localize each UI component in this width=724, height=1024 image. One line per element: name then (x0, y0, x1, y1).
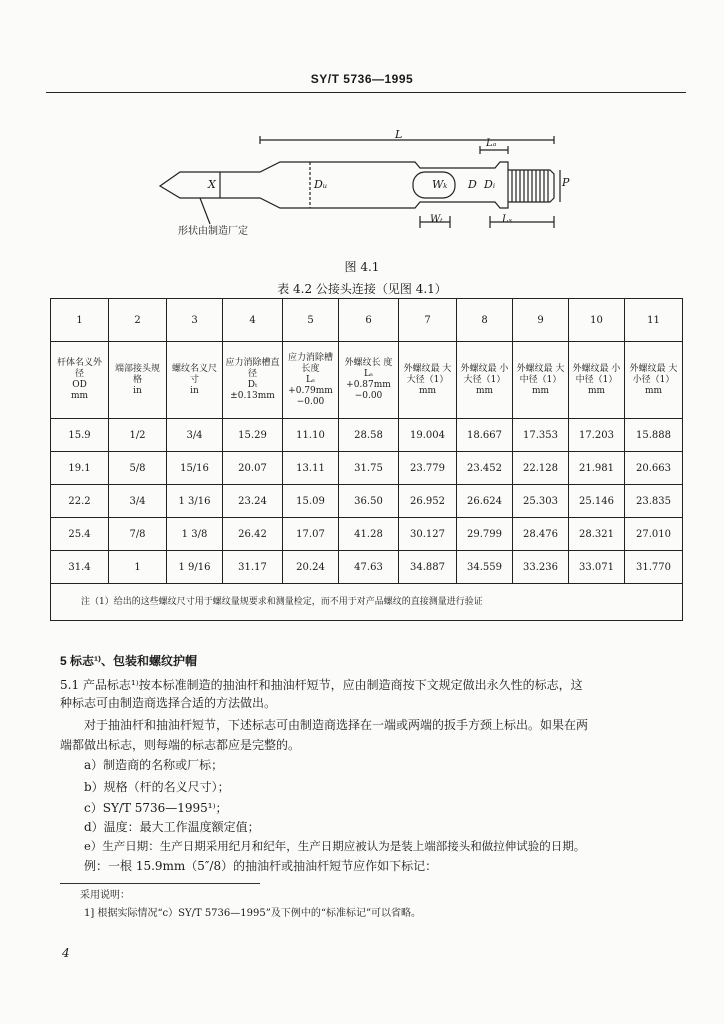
section-heading: 5 标志¹⁾、包装和螺纹护帽 (60, 654, 197, 668)
table-body (51, 419, 683, 584)
table-cell: 1/2 (109, 419, 167, 452)
table-cell: 19.004 (399, 419, 457, 452)
header-divider (46, 92, 686, 93)
header-min-pitch: 外螺纹最 小 中径（1） mm (569, 342, 625, 419)
table-row (51, 485, 683, 518)
page-number: 4 (62, 946, 70, 960)
document-code: SY/T 5736—1995 (310, 72, 414, 86)
table-cell: 22.128 (513, 452, 569, 485)
example-line: 例：一根 15.9mm（5″/8）的抽油杆或抽油杆短节应作如下标记： (84, 859, 438, 873)
table-cell: 5/8 (109, 452, 167, 485)
label-Du: Dᵤ (314, 178, 328, 191)
figure-caption: 图 4.1 (344, 260, 380, 274)
list-item-b: b）规格（杆的名义尺寸）； (84, 780, 230, 794)
table-cell: 31.770 (625, 551, 683, 584)
table-cell: 34.559 (457, 551, 513, 584)
table-cell: 20.663 (625, 452, 683, 485)
table-cell: 1 3/8 (167, 518, 223, 551)
table-cell: 23.779 (399, 452, 457, 485)
sucker-rod-pin-figure (150, 128, 570, 238)
label-X: X (208, 178, 216, 191)
table-cell: 15.09 (283, 485, 339, 518)
table-cell: 1 9/16 (167, 551, 223, 584)
table-cell: 15.888 (625, 419, 683, 452)
table-row (51, 551, 683, 584)
table-cell: 23.835 (625, 485, 683, 518)
table-cell: 1 (109, 551, 167, 584)
table-cell: 26.42 (223, 518, 283, 551)
paragraph-2-line-1: 对于抽油杆和抽油杆短节，下述标志可由制造商选择在一端或两端的扳手方颈上标出。如果在两 (84, 718, 589, 732)
col-number: 8 (457, 299, 513, 342)
table-cell: 31.4 (51, 551, 109, 584)
list-item-e: e）生产日期：生产日期采用纪月和纪年，生产日期应被认为是装上端部接头和做拉伸试验的日期。 (84, 839, 586, 853)
table-cell: 27.010 (625, 518, 683, 551)
table-cell: 19.1 (51, 452, 109, 485)
col-number: 5 (283, 299, 339, 342)
header-end-size: 端部接头规 格 in (109, 342, 167, 419)
label-Wt: Wₜ (430, 214, 443, 225)
list-item-a: a）制造商的名称或厂标； (84, 758, 224, 772)
table-cell: 17.203 (569, 419, 625, 452)
col-number: 7 (399, 299, 457, 342)
footnote-text: 1] 根据实际情况“c）SY/T 5736—1995”及下例中的“标准标记”可以省略。 (84, 908, 422, 919)
table-cell: 36.50 (339, 485, 399, 518)
label-Ls: Lₛ (502, 214, 513, 225)
table-cell: 25.303 (513, 485, 569, 518)
table-cell: 15/16 (167, 452, 223, 485)
paragraph-2-line-2: 端都做出标志，则每端的标志都应是完整的。 (60, 738, 301, 752)
table-cell: 17.353 (513, 419, 569, 452)
column-number-row (51, 299, 683, 342)
list-item-d: d）温度：最大工作温度额定值； (84, 820, 260, 834)
table-cell: 22.2 (51, 485, 109, 518)
table-cell: 15.29 (223, 419, 283, 452)
col-number: 6 (339, 299, 399, 342)
table-cell: 18.667 (457, 419, 513, 452)
table-cell: 30.127 (399, 518, 457, 551)
table-title: 表 4.2 公接头连接（见图 4.1） (277, 282, 447, 296)
table-cell: 3/4 (109, 485, 167, 518)
table-cell: 33.071 (569, 551, 625, 584)
table-cell: 25.4 (51, 518, 109, 551)
table-cell: 28.476 (513, 518, 569, 551)
table-cell: 11.10 (283, 419, 339, 452)
table-cell: 20.07 (223, 452, 283, 485)
table-cell: 20.24 (283, 551, 339, 584)
list-item-c: c）SY/T 5736—1995¹⁾； (84, 801, 228, 815)
label-Wk: Wₖ (432, 178, 448, 191)
header-relief-dia: 应力消除槽直径 Dₜ ±0.13mm (223, 342, 283, 419)
label-L: L (395, 128, 403, 141)
header-relief-length: 应力消除槽长度 Lₛ +0.79mm −0.00 (283, 342, 339, 419)
table-cell: 28.321 (569, 518, 625, 551)
col-number: 11 (625, 299, 683, 342)
col-number: 2 (109, 299, 167, 342)
table-cell: 29.799 (457, 518, 513, 551)
table-cell: 23.452 (457, 452, 513, 485)
table-cell: 25.146 (569, 485, 625, 518)
pin-connection-table (50, 298, 683, 621)
table-row (51, 518, 683, 551)
table-cell: 33.236 (513, 551, 569, 584)
table-cell: 31.75 (339, 452, 399, 485)
paragraph-5-1-line-1: 5.1 产品标志¹⁾按本标准制造的抽油杆和抽油杆短节，应由制造商按下文规定做出永久性的标志，这 (60, 678, 583, 692)
table-cell: 7/8 (109, 518, 167, 551)
table-note-row (51, 584, 683, 621)
header-rod-od: 杆体名义外 径 OD mm (51, 342, 109, 419)
column-header-row (51, 342, 683, 419)
label-D: D (468, 178, 477, 191)
table-row (51, 452, 683, 485)
shape-note: 形状由制造厂定 (178, 226, 248, 237)
table-cell: 41.28 (339, 518, 399, 551)
table-cell: 3/4 (167, 419, 223, 452)
col-number: 10 (569, 299, 625, 342)
table-cell: 28.58 (339, 419, 399, 452)
table-cell: 21.981 (569, 452, 625, 485)
header-min-major: 外螺纹最 小 大径（1） mm (457, 342, 513, 419)
table-cell: 31.17 (223, 551, 283, 584)
table-cell: 47.63 (339, 551, 399, 584)
table-cell: 26.952 (399, 485, 457, 518)
header-max-major: 外螺纹最 大 大径（1） mm (399, 342, 457, 419)
col-number: 3 (167, 299, 223, 342)
col-number: 1 (51, 299, 109, 342)
header-max-pitch: 外螺纹最 大 中径（1） mm (513, 342, 569, 419)
table-cell: 13.11 (283, 452, 339, 485)
table-cell: 34.887 (399, 551, 457, 584)
table-cell: 1 3/16 (167, 485, 223, 518)
table-note: 注（1）给出的这些螺纹尺寸用于螺纹量规要求和测量检定，而不用于对产品螺纹的直接测量进行验证 (51, 584, 683, 621)
label-Lt: Lₐ (486, 138, 497, 149)
table-row (51, 419, 683, 452)
table-cell: 17.07 (283, 518, 339, 551)
col-number: 9 (513, 299, 569, 342)
header-max-minor: 外螺纹最 大 小径（1） mm (625, 342, 683, 419)
label-P: P (562, 176, 570, 189)
table-cell: 15.9 (51, 419, 109, 452)
header-thread-size: 螺纹名义尺 寸 in (167, 342, 223, 419)
header-thread-length: 外螺纹长 度 Lₛ +0.87mm −0.00 (339, 342, 399, 419)
paragraph-5-1-line-2: 种标志可由制造商选择合适的方法做出。 (60, 696, 277, 710)
label-Dt: Dᵢ (484, 178, 496, 191)
table-cell: 23.24 (223, 485, 283, 518)
table-cell: 26.624 (457, 485, 513, 518)
footnote-heading: 采用说明： (80, 890, 130, 901)
col-number: 4 (223, 299, 283, 342)
footnote-divider (60, 883, 260, 884)
